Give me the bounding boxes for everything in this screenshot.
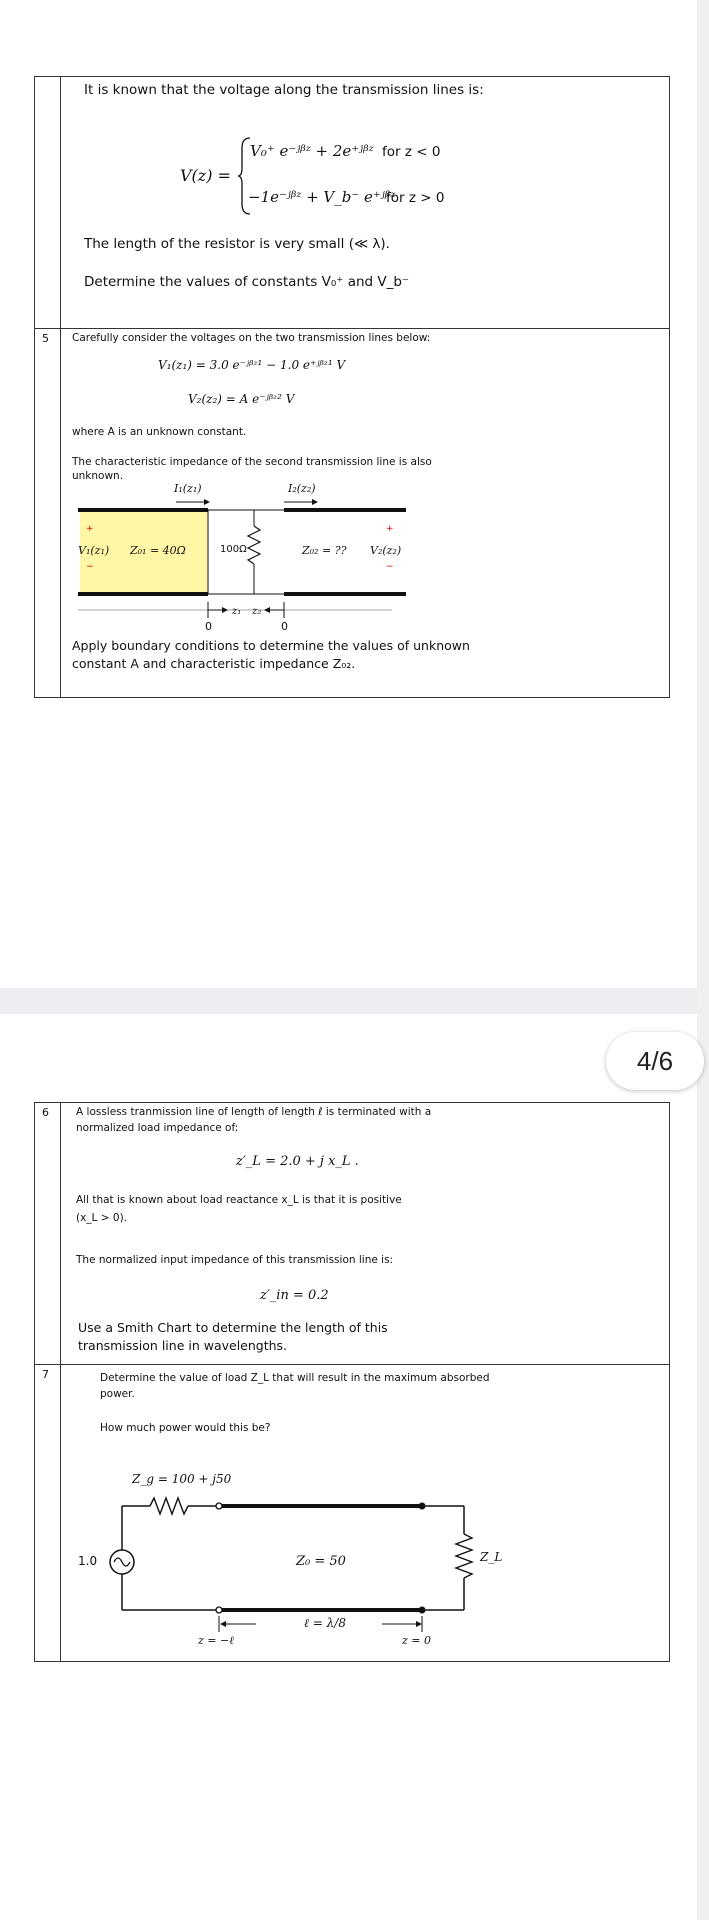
voltage-intro: It is known that the voltage along the transmission lines is:: [84, 82, 484, 98]
zl-label: Z_L: [480, 1550, 503, 1564]
number-column-divider: [60, 1102, 61, 1662]
z0-label: Z₀ = 50: [296, 1554, 346, 1569]
q6-known-text-2: (x_L > 0).: [76, 1212, 127, 1224]
z2-axis-label: z₂: [252, 606, 262, 617]
q6-eq2: z′_in = 0.2: [260, 1288, 329, 1303]
minus-sign-left: −: [86, 562, 94, 572]
number-column-divider: [60, 76, 61, 698]
q7-circuit-diagram: [76, 1454, 503, 1654]
q6-smith-text-2: transmission line in wavelengths.: [78, 1338, 288, 1353]
z-left-label: z = −ℓ: [198, 1634, 234, 1647]
resistor-label: 100Ω: [220, 544, 247, 555]
resistor-length-text: The length of the resistor is very small (≪ λ).: [84, 236, 390, 252]
q5-characteristic-text: The characteristic impedance of the second transmission line is also: [72, 456, 432, 468]
voltage-v2-label: V₂(z₂): [370, 544, 402, 557]
q6-eq1: z′_L = 2.0 + j x_L .: [236, 1154, 359, 1169]
page-indicator-badge: 4/6: [606, 1032, 704, 1090]
q7-line1: Determine the value of load Z_L that will result in the maximum absorbed: [100, 1372, 490, 1384]
length-label: ℓ = λ/8: [304, 1616, 346, 1630]
page-gap: [0, 988, 697, 1014]
origin-zero-left: 0: [205, 620, 212, 633]
q5-apply-text: Apply boundary conditions to determine the values of unknown: [72, 638, 470, 653]
voltage-row1-condition: for z < 0: [382, 144, 441, 160]
source-voltage-label: 1.0: [78, 1554, 98, 1568]
minus-sign-right: −: [386, 562, 394, 572]
scrollbar[interactable]: [697, 0, 709, 1920]
q7-line2: power.: [100, 1388, 135, 1400]
voltage-v1-label: V₁(z₁): [78, 544, 110, 557]
voltage-row2: −1e⁻ʲᵝᶻ + V_b⁻ e⁺ʲᵝᶻ: [248, 188, 396, 206]
q5-unknown-text: where A is an unknown constant.: [72, 426, 247, 438]
zg-label: Z_g = 100 + j50: [132, 1472, 232, 1486]
q7-question: How much power would this be?: [100, 1422, 271, 1434]
q5-circuit-diagram: [72, 480, 412, 640]
z1-axis-label: z₁: [232, 606, 242, 617]
determine-constants-text: Determine the values of constants V₀⁺ and V_b⁻: [84, 274, 410, 290]
q5-eq2: V₂(z₂) = A e⁻ʲᵝᶻ² V: [188, 392, 295, 406]
vz-label: V(z) =: [180, 166, 231, 185]
row-divider: [34, 328, 670, 329]
q6-input-text: The normalized input impedance of this transmission line is:: [76, 1254, 394, 1266]
row-divider: [34, 1364, 670, 1365]
z01-label: Z₀₁ = 40Ω: [130, 544, 186, 557]
current-i1-label: I₁(z₁): [174, 482, 202, 495]
question-number: 5: [42, 332, 49, 345]
voltage-row2-condition: for z > 0: [386, 190, 445, 206]
origin-zero-right: 0: [281, 620, 288, 633]
question-number: 6: [42, 1106, 49, 1119]
q5-intro: Carefully consider the voltages on the two transmission lines below:: [72, 332, 431, 344]
current-i2-label: I₂(z₂): [288, 482, 316, 495]
q6-line2: normalized load impedance of:: [76, 1122, 239, 1134]
q5-eq1: V₁(z₁) = 3.0 e⁻ʲᵝᶻ¹ − 1.0 e⁺ʲᵝᶻ¹ V: [158, 358, 346, 372]
plus-sign-left: +: [86, 524, 94, 534]
q6-known-text: All that is known about load reactance x_L is that it is positive: [76, 1194, 402, 1206]
plus-sign-right: +: [386, 524, 394, 534]
q6-line1: A lossless tranmission line of length of length ℓ is terminated with a: [76, 1106, 432, 1118]
z-right-label: z = 0: [402, 1634, 432, 1647]
question-number: 7: [42, 1368, 49, 1381]
z02-label: Z₀₂ = ??: [302, 544, 347, 557]
circuit-lines: [72, 480, 412, 640]
q5-apply-text-2: constant A and characteristic impedance Z₀₂.: [72, 656, 356, 671]
voltage-row1: V₀⁺ e⁻ʲᵝᶻ + 2e⁺ʲᵝᶻ: [250, 142, 374, 160]
document-page-4: [0, 1014, 697, 1920]
q5-characteristic-text-2: unknown.: [72, 470, 124, 482]
q6-smith-text: Use a Smith Chart to determine the length of this: [78, 1320, 388, 1335]
